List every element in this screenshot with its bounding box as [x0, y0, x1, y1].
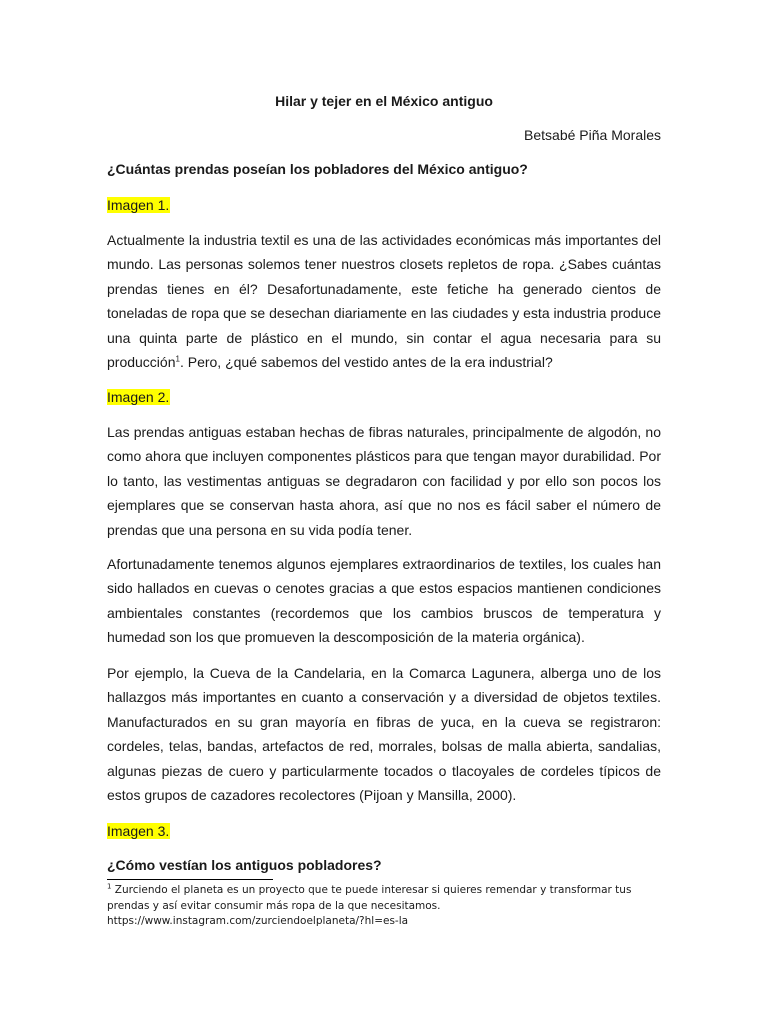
paragraph-3: Afortunadamente tenemos algunos ejemplares extraordinarios de textiles, los cuales han sido hallados en cuevas o cenotes gracias a que estos espacios mantienen condiciones ambientales constantes (recordemos que los cambios bruscos de temperatura y humedad son los que promueven la descomposición de la materia orgánica). — [107, 556, 661, 646]
image-placeholder-1 — [107, 196, 170, 214]
document-title: Hilar y tejer en el México antiguo — [275, 93, 493, 109]
paragraph-2: Las prendas antiguas estaban hechas de fibras naturales, principalmente de algodón, no como ahora que incluyen componentes plásticos para que tengan mayor durabilidad. Por lo tanto, las vestimentas antiguas se degradaron con facilidad y por ello son pocos los ejemplares que se conservan hasta ahora, así que no nos es fácil saber el número de prendas que una persona en su vida podía tener. — [107, 424, 661, 538]
image-label-3: Imagen 3. — [107, 823, 170, 839]
image-placeholder-3 — [107, 822, 170, 840]
footnote-separator — [107, 879, 273, 880]
image-placeholder-2 — [107, 388, 170, 406]
footnote-reference[interactable]: 1 — [175, 354, 180, 364]
image-label-2: Imagen 2. — [107, 389, 170, 405]
image-label-1: Imagen 1. — [107, 197, 170, 213]
paragraph-1 — [107, 228, 661, 374]
paragraph-1-end: . Pero, ¿qué sabemos del vestido antes de la era industrial? — [179, 354, 553, 371]
footnote-number: 1 — [107, 882, 112, 891]
footnote-text[interactable]: Zurciendo el planeta es un proyecto que te puede interesar si quieres remendar y transformar tus prendas y así evitar consumir más ropa de la que necesitamos. https://www.instagram.com/zurciendoelplaneta/?hl=es-la — [107, 884, 632, 927]
footnote — [107, 883, 661, 930]
section-heading-1: ¿Cuántas prendas poseían los pobladores del México antiguo? — [107, 161, 528, 177]
author-name: Betsabé Piña Morales — [524, 127, 661, 143]
paragraph-1-text: Actualmente la industria textil es una de las actividades económicas más importantes del mundo. Las personas solemos tener nuestros closets repletos de ropa. ¿Sabes cuántas prendas tienes en él? Desafortunadamente, este fetiche ha generado cientos de toneladas de ropa que se desechan diariamente en las ciudades y esta industria produce una quinta parte de plástico en el mundo, sin contar el agua necesaria para su producción — [107, 232, 661, 371]
paragraph-4: Por ejemplo, la Cueva de la Candelaria, en la Comarca Lagunera, alberga uno de los hallazgos más importantes en cuanto a conservación y a diversidad de objetos textiles. Manufacturados en su gran mayoría en fibras de yuca, en la cueva se registraron: cordeles, telas, bandas, artefactos de red, morrales, bolsas de malla abierta, sandalias, algunas piezas de cuero y particularmente tocados o tlacoyales de cordeles típicos de estos grupos de cazadores recolectores (Pijoan y Mansilla, 2000). — [107, 665, 661, 804]
section-heading-2: ¿Cómo vestían los antiguos pobladores? — [107, 857, 382, 873]
